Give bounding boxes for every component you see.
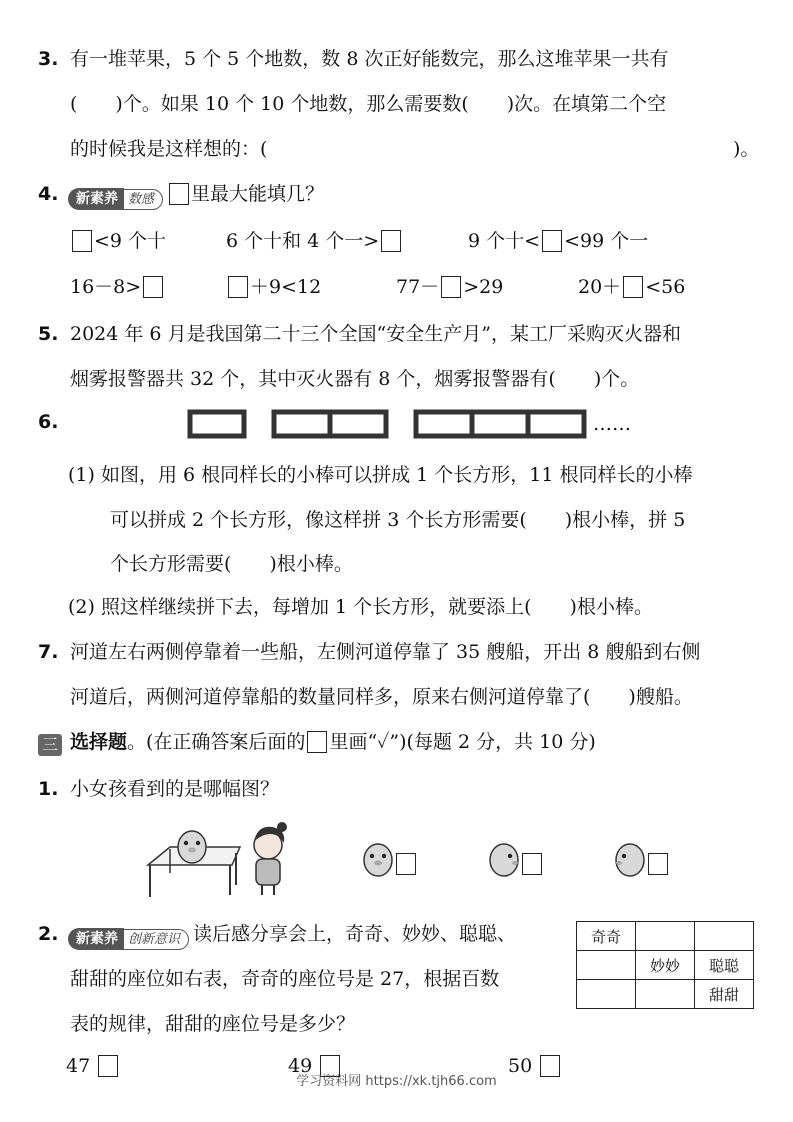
seat-cell [695, 922, 754, 951]
c2-option-47: 47 [66, 1054, 120, 1078]
q5-number: 5. [38, 323, 59, 345]
answer-box[interactable] [396, 853, 416, 875]
section-marker: 三 [38, 734, 62, 756]
c2-line3: 表的规律，甜甜的座位号是多少？ [70, 1013, 356, 1035]
c2-option-49: 49 [288, 1054, 342, 1078]
answer-box[interactable] [381, 230, 401, 252]
q6-part1-line2: 可以拼成 2 个长方形，像这样拼 3 个长方形需要( )根小棒，拼 5 [110, 509, 686, 531]
c1-option-c [614, 838, 670, 878]
answer-box [307, 731, 327, 753]
seat-table [576, 921, 754, 1009]
answer-box[interactable] [441, 276, 461, 298]
seat-cell [636, 980, 695, 1009]
q5-line1: 2024 年 6 月是我国第二十三个全国“安全生产月”，某工厂采购灭火器和 [70, 323, 681, 345]
q7-line1: 河道左右两侧停靠着一些船，左侧河道停靠了 35 艘船，开出 8 艘船到右侧 [70, 641, 701, 663]
seat-cell: 妙妙 [636, 951, 695, 980]
c2-line1: 新素养 创新意识 读后感分享会上，奇奇、妙妙、聪聪、 [68, 922, 516, 949]
q4-item-5: ＋9<12 [226, 275, 321, 299]
q4-item-7: 20＋ <56 [578, 276, 686, 298]
seat-cell [577, 980, 636, 1009]
seat-cell [636, 922, 695, 951]
c2-number: 2. [38, 923, 59, 945]
q4-item-1: <9 个十 [70, 229, 166, 253]
girl-looking-at-toy-illustration [140, 815, 300, 900]
seat-cell: 甜甜 [695, 980, 754, 1009]
watermark-footer: 学习资料网 https://xk.tjh66.com [296, 1074, 497, 1089]
answer-box[interactable] [228, 276, 248, 298]
q3-line3-end: )。 [733, 138, 760, 160]
q6-part2: (2) 照这样继续拼下去，每增加 1 个长方形，就要添上( )根小棒。 [68, 596, 653, 618]
c1-number: 1. [38, 778, 59, 800]
answer-box[interactable] [169, 183, 189, 205]
seat-cell: 聪聪 [695, 951, 754, 980]
q4-item-6: 77－ >29 [396, 276, 504, 298]
q6-part1-line1: (1) 如图，用 6 根同样长的小棒可以拼成 1 个长方形，11 根同样长的小棒 [68, 464, 693, 486]
q3-line1: 有一堆苹果，5 个 5 个地数，数 8 次正好能数完，那么这堆苹果一共有 [70, 48, 669, 70]
one-rectangle [190, 412, 244, 436]
new-literacy-badge: 新素养 创新意识 [68, 925, 189, 949]
seat-cell [577, 951, 636, 980]
matchstick-rectangles-figure [186, 407, 596, 441]
q3-number: 3. [38, 48, 59, 70]
q3-line2: ( )个。如果 10 个 10 个地数，那么需要数( )次。在填第二个空 [70, 93, 667, 115]
c2-option-50: 50 [508, 1054, 562, 1078]
c1-option-b [488, 838, 544, 878]
q3-line3: 的时候我是这样想的：( [70, 138, 268, 160]
c1-text: 小女孩看到的是哪幅图？ [70, 778, 280, 800]
q4-item-3: 9 个十< <99 个一 [468, 230, 649, 252]
q4-item-2: 6 个十和 4 个一> [226, 229, 403, 253]
q5-line2: 烟雾报警器共 32 个，其中灭火器有 8 个，烟雾报警器有( )个。 [70, 368, 640, 390]
c1-option-a [362, 838, 418, 878]
section-title: 选择题 [70, 731, 128, 753]
q6-number: 6. [38, 411, 59, 433]
q4-item-4: 16－8> [70, 275, 165, 299]
answer-box[interactable] [542, 230, 562, 252]
toy-front-view-icon [362, 838, 394, 878]
q4-prompt-line [68, 182, 324, 209]
q4-number: 4. [38, 183, 59, 205]
answer-box[interactable] [72, 230, 92, 252]
q7-line2: 河道后，两侧河道停靠船的数量同样多，原来右侧河道停靠了( )艘船。 [70, 686, 693, 708]
new-literacy-badge: 新素养 数感 [68, 185, 163, 209]
q6-ellipsis: …… [593, 413, 631, 435]
answer-box[interactable] [648, 853, 668, 875]
section-3-header: 三 选择题。(在正确答案后面的 里画“✓”)(每题 2 分，共 10 分) [38, 730, 596, 756]
q4-prompt: 里最大能填几？ [191, 183, 325, 205]
answer-box[interactable] [143, 276, 163, 298]
c2-line2: 甜甜的座位如右表，奇奇的座位号是 27，根据百数 [70, 968, 500, 990]
answer-box[interactable] [522, 853, 542, 875]
answer-box[interactable] [623, 276, 643, 298]
toy-side-view-icon [488, 838, 520, 878]
toy-other-side-view-icon [614, 838, 646, 878]
q6-part1-line3: 个长方形需要( )根小棒。 [110, 553, 353, 575]
q7-number: 7. [38, 641, 59, 663]
seat-cell: 奇奇 [577, 922, 636, 951]
